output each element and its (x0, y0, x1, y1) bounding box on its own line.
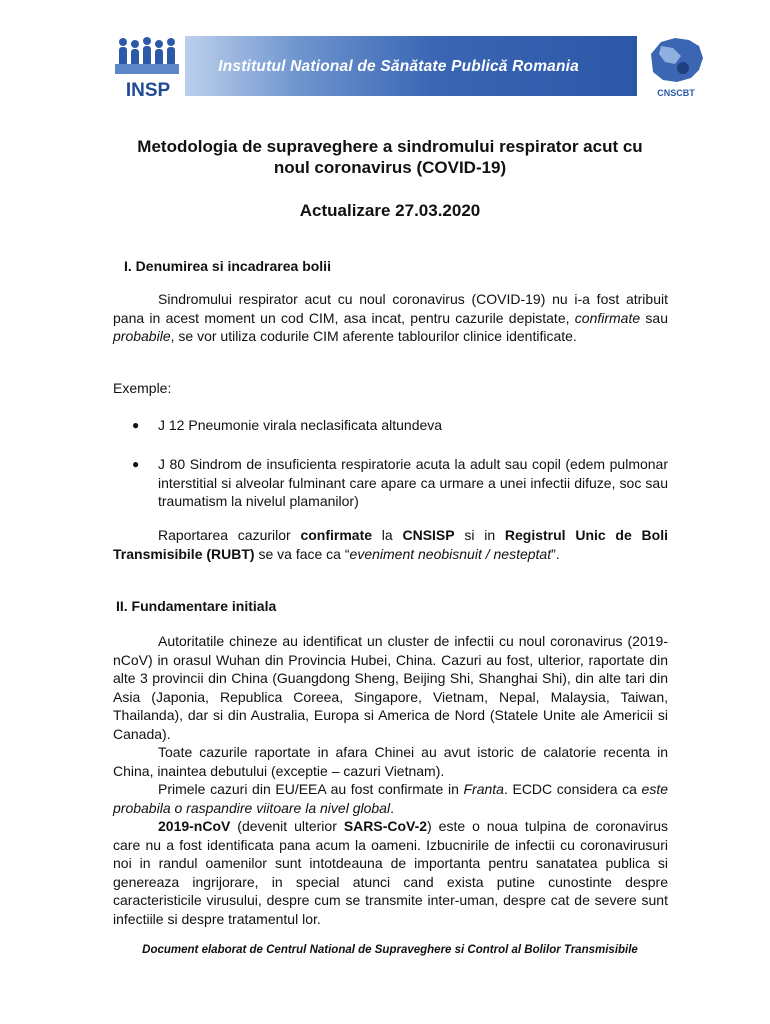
title-line-1: Metodologia de supraveghere a sindromului respirator acut cu (137, 137, 643, 156)
document-header (113, 34, 709, 102)
section-1-heading: I. Denumirea si incadrarea bolii (124, 258, 331, 274)
section-2-paragraph-4: 2019-nCoV (devenit ulterior SARS-CoV-2) este o noua tulpina de coronavirus care nu a fost identificata pana acum la oameni. Izbucnirile de infectii cu coronavirusuri noi in randul oamenilor sunt intotdeauna de importanta pentru sanatatea publica si genereaza ingrijorare, in special atunci cand exista putine cunostinte despre caracteristicile virusului, despre cum se transmite inter-uman, despre cat de severe sunt infectiile si despre tratamentul lor. (113, 818, 668, 927)
section-2-heading: II. Fundamentare initiala (116, 598, 277, 614)
section-1-paragraph: Sindromului respirator acut cu noul coronavirus (COVID-19) nu i-a fost atribuit pana in acest moment un cod CIM, asa incat, pentru cazurile depistate, confirmate sau probabile, se vor utiliza codurile CIM aferente tablourilor clinice identificate. (113, 291, 668, 344)
svg-text:INSP: INSP (125, 80, 171, 100)
example-item-1: J 12 Pneumonie virala neclasificata altundeva (158, 417, 443, 433)
reporting-paragraph: Raportarea cazurilor confirmate la CNSISP si in Registrul Unic de Boli Transmisibile (RUBT) se va face ca “eveniment neobisnuit / nesteptat”. (113, 527, 668, 562)
bullet-icon: ● (132, 457, 140, 471)
institute-banner (185, 36, 637, 96)
section-2-paragraph-3: Primele cazuri din EU/EEA au fost confirmate in Franta. ECDC considera ca este probabila o raspandire viitoare la nivel global. (113, 781, 669, 816)
cnscbt-logo (643, 34, 709, 102)
title-line-2: noul coronavirus (COVID-19) (273, 158, 507, 177)
cnscbt-label: CNSCBT (657, 88, 695, 98)
section-2-paragraph-2: Toate cazurile raportate in afara Chinei au avut istoric de calatorie recenta in China, inaintea debutului (exceptie – cazuri Vietnam). (113, 744, 668, 779)
example-item-2: J 80 Sindrom de insuficienta respiratorie acuta la adult sau copil (edem pulmonar interstitial si alveolar fulminant care apare ca urmare a unei infectii difuze, soc sau traumatism la nivelul plamanilor) (158, 456, 668, 509)
document-title (100, 136, 680, 178)
insp-logo (113, 34, 183, 100)
examples-label: Exemple: (113, 380, 172, 396)
section-2-paragraph-1: Autoritatile chineze au identificat un cluster de infectii cu noul coronavirus (2019-nCoV) in orasul Wuhan din Provincia Hubei, China. Cazuri au fost, ulterior, raportate din alte 3 provincii din China (Guangdong Sheng, Beijing Shi, Shanghai Shi), din alte tari din Asia (Japonia, Republica Coreea, Singapore, Vietnam, Nepal, Malaysia, Taiwan, Thailanda), dar si din Australia, Europa si America de Nord (Statele Unite ale Americii si Canada). (113, 633, 668, 742)
document-footer: Document elaborat de Centrul National de Supraveghere si Control al Bolilor Transmisibile (142, 944, 638, 956)
institute-name: Institutul National de Sănătate Publică Romania (218, 58, 579, 75)
bullet-icon: ● (132, 418, 140, 432)
romania-map-icon (643, 34, 709, 88)
update-date: Actualizare 27.03.2020 (299, 201, 481, 220)
